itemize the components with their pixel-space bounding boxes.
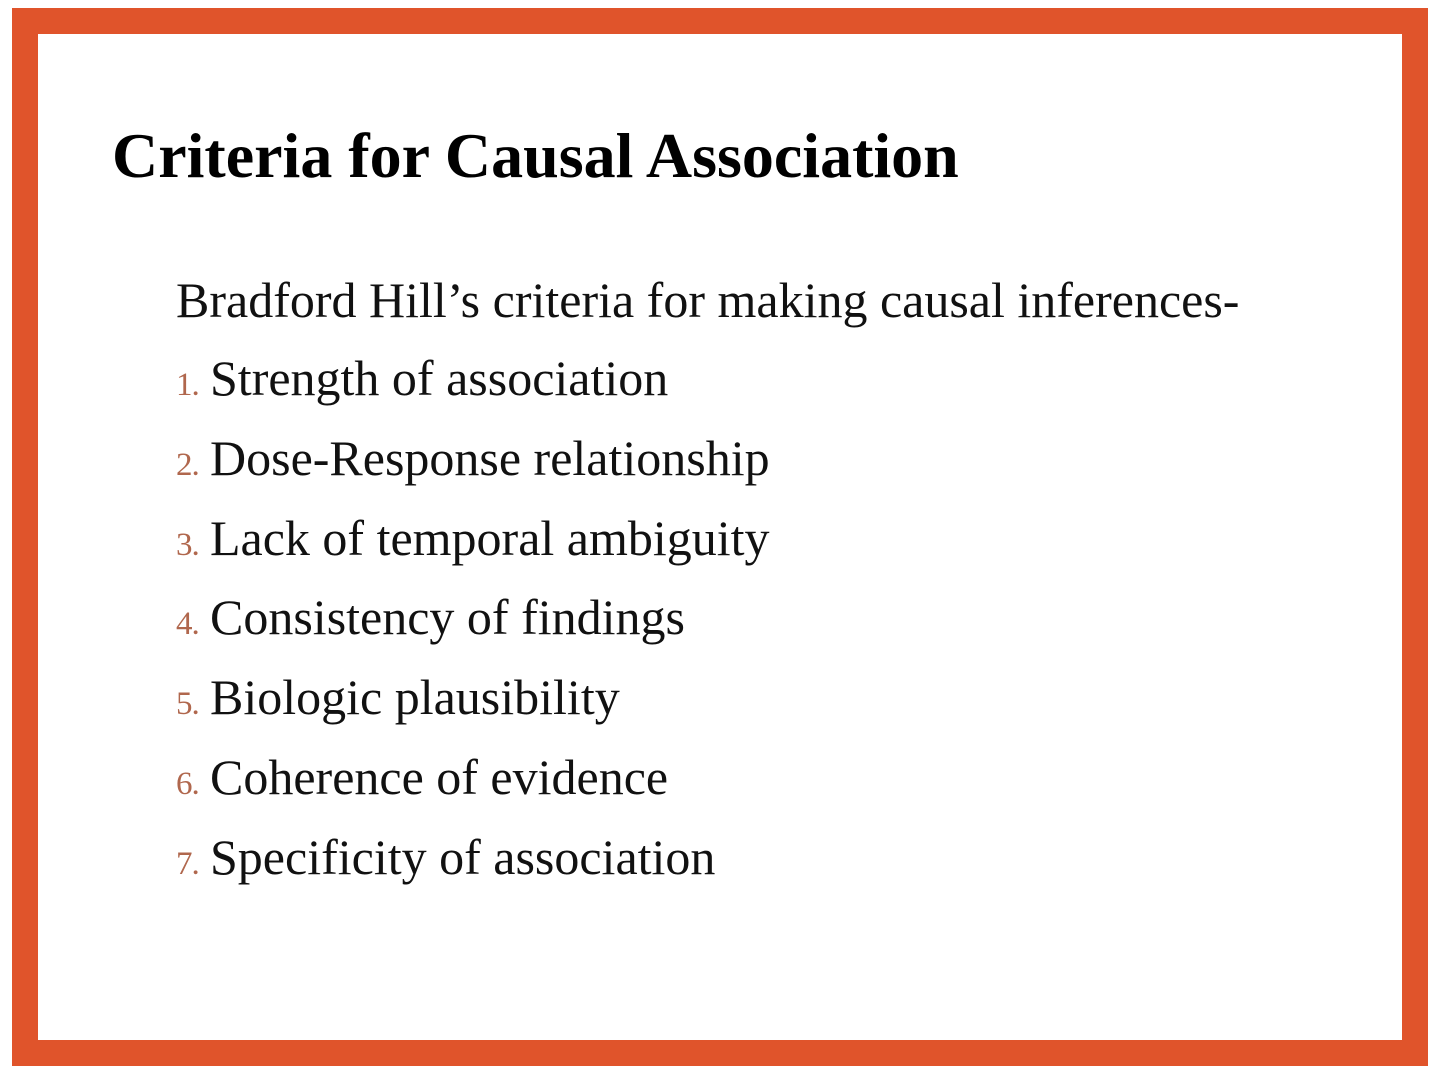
list-item-text: Dose-Response relationship (210, 429, 770, 486)
list-item-number: 5. (176, 686, 199, 723)
list-item-number: 4. (176, 606, 199, 643)
list-item-text: Biologic plausibility (210, 669, 620, 726)
list-item-number: 1. (176, 367, 199, 403)
list-item-text: Strength of association (210, 350, 669, 406)
list-item-text: Consistency of findings (210, 589, 685, 646)
list-item (176, 426, 770, 506)
list-item (176, 506, 770, 586)
list-item (176, 665, 770, 745)
list-item (176, 585, 770, 665)
list-item-number: 3. (176, 526, 199, 563)
list-item-number: 7. (176, 845, 199, 882)
list-item-text: Specificity of association (210, 828, 716, 885)
criteria-list (176, 346, 770, 905)
list-item (176, 346, 770, 426)
intro-text: Bradford Hill’s criteria for making causal inferences- (176, 272, 1240, 328)
list-item-number: 6. (176, 765, 199, 802)
slide-title: Criteria for Causal Association (112, 120, 959, 191)
list-item (176, 745, 770, 825)
list-item-number: 2. (176, 446, 199, 483)
list-item-text: Lack of temporal ambiguity (210, 509, 770, 566)
list-item (176, 825, 770, 905)
list-item-text: Coherence of evidence (210, 748, 669, 805)
